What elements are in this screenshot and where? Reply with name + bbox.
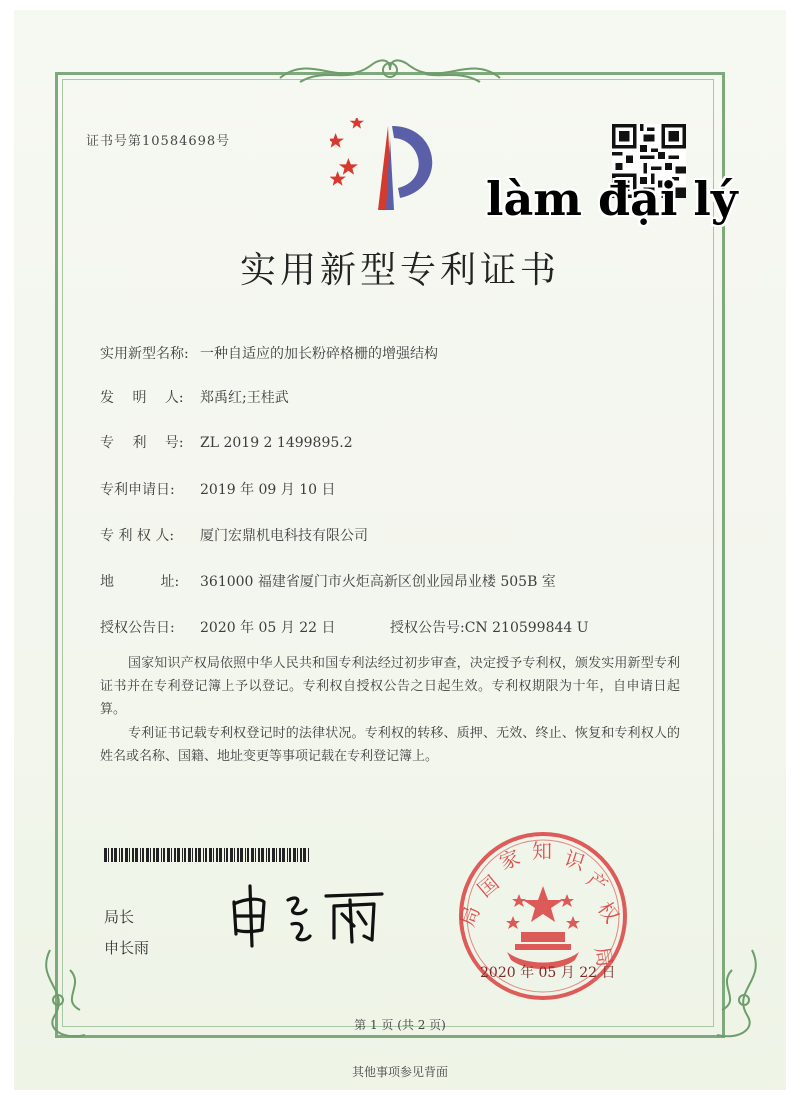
svg-text:局: 局 (590, 944, 618, 969)
director-name: 申长雨 (104, 939, 150, 957)
svg-text:局: 局 (455, 902, 485, 930)
patent-number-value: ZL 2019 2 1499895.2 (200, 435, 353, 451)
filing-date-label: 专利申请日: (100, 482, 175, 498)
patent-number-label: 专 利 号: (100, 435, 184, 451)
top-ornament-icon (270, 48, 510, 92)
seal-date: 2020 年 05 月 22 日 (480, 965, 616, 981)
grant-number-label: 授权公告号: (390, 620, 465, 636)
barcode-icon (104, 848, 314, 862)
filing-date-row (100, 479, 336, 499)
svg-text:家: 家 (495, 844, 524, 875)
inventor-value: 郑禹红;王桂武 (200, 390, 289, 406)
certificate-number: 证书号第10584698号 (86, 134, 231, 149)
cnipa-logo-icon (330, 118, 450, 218)
address-label: 地 址: (100, 574, 180, 590)
patent-number-row (100, 432, 353, 452)
director-title: 局长 (104, 908, 135, 926)
patent-holder-value: 厦门宏鼎机电科技有限公司 (200, 528, 368, 544)
patent-holder-label: 专 利 权 人: (100, 528, 175, 544)
utility-model-name-row (100, 343, 438, 363)
utility-model-name-value: 一种自适应的加长粉碎格栅的增强结构 (200, 346, 438, 362)
svg-text:产: 产 (582, 866, 613, 898)
address-row (100, 571, 556, 591)
grant-date-row (100, 617, 336, 637)
filing-date-value: 2019 年 09 月 10 日 (200, 482, 336, 498)
grant-number-row (390, 617, 589, 637)
utility-model-name-label: 实用新型名称: (100, 346, 189, 362)
footer-note: 其他事项参见背面 (351, 1065, 448, 1079)
grant-date-label: 授权公告日: (100, 620, 175, 636)
inventor-row (100, 387, 289, 407)
certificate-title: 实用新型专利证书 (239, 250, 560, 291)
grant-date-value: 2020 年 05 月 22 日 (200, 620, 336, 636)
grant-number-value: CN 210599844 U (464, 620, 589, 636)
address-value: 361000 福建省厦门市火炬高新区创业园昂业楼 505B 室 (200, 574, 556, 590)
watermark-text: làm đại lý (486, 172, 738, 226)
bottom-right-ornament-icon (682, 940, 772, 1050)
signature-icon (222, 880, 392, 950)
legal-status-paragraph: 专利证书记载专利权登记时的法律状况。专利权的转移、质押、无效、终止、恢复和专利权人的姓名或名称、国籍、地址变更等事项记载在专利登记簿上。 (100, 726, 680, 764)
inventor-label: 发 明 人: (100, 390, 184, 406)
svg-text:权: 权 (592, 897, 625, 928)
patent-holder-row (100, 525, 368, 545)
page-indicator: 第 1 页 (共 2 页) (354, 1018, 446, 1032)
svg-text:知: 知 (532, 839, 552, 863)
grant-statement-paragraph: 国家知识产权局依照中华人民共和国专利法经过初步审查，决定授予专利权，颁发实用新型专利证书并在专利登记簿上予以登记。专利权自授权公告之日起生效。专利权期限为十年，自申请日起算。 (100, 656, 680, 717)
svg-text:识: 识 (561, 845, 588, 875)
svg-text:国: 国 (472, 870, 504, 902)
